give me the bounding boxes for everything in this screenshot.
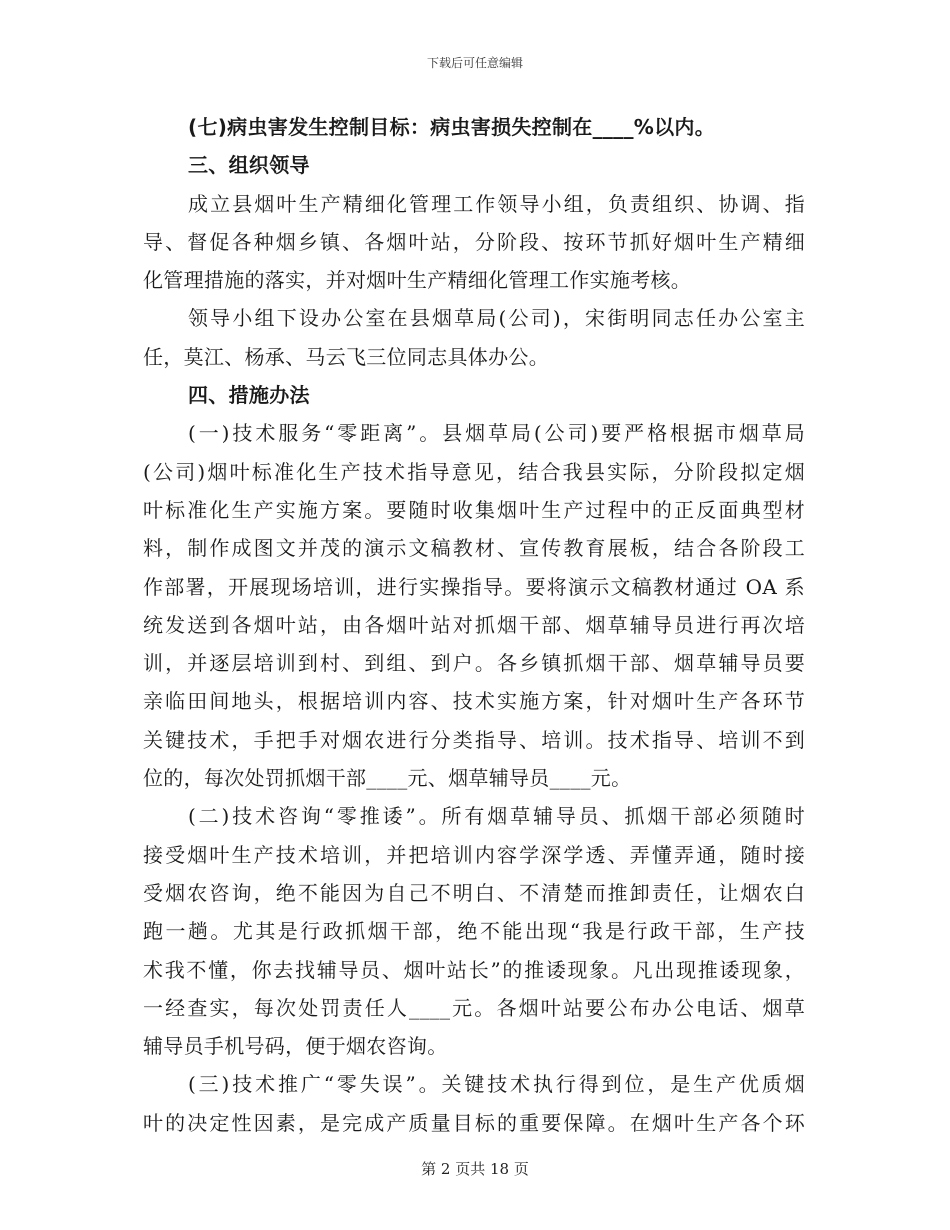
text-line: 关键技术，手把手对烟农进行分类指导、培训。技术指导、培训不到: [143, 727, 805, 752]
text-line: 任，莫江、杨承、马云飞三位同志具体办公。: [143, 344, 549, 369]
text-line: 训，并逐层培训到村、到组、到户。各乡镇抓烟干部、烟草辅导员要: [143, 651, 805, 676]
text-line: 一经查实，每次处罚责任人____元。各烟叶站要公布办公电话、烟草: [143, 995, 805, 1020]
text-line: 跑一趟。尤其是行政抓烟干部，绝不能出现“我是行政干部，生产技: [143, 919, 805, 944]
text-line: 化管理措施的落实，并对烟叶生产精细化管理工作实施考核。: [143, 268, 692, 293]
text-line: 位的，每次处罚抓烟干部____元、烟草辅导员____元。: [143, 766, 632, 791]
text-line: (一)技术服务“零距离”。县烟草局(公司)要严格根据市烟草局: [188, 421, 805, 446]
text-line: (二)技术咨询“零推诿”。所有烟草辅导员、抓烟干部必须随时: [188, 804, 805, 829]
page-footer-page-number: 第 2 页共 18 页: [421, 1160, 529, 1178]
paragraph-pest-control-target: (七)病虫害发生控制目标：病虫害损失控制在____%以内。: [188, 115, 716, 139]
text-line: 受烟农咨询，绝不能因为自己不明白、不清楚而推卸责任，让烟农白: [143, 880, 805, 905]
section-heading-measures: 四、措施办法: [188, 383, 310, 408]
text-line: 统发送到各烟叶站，由各烟叶站对抓烟干部、烟草辅导员进行再次培: [143, 612, 805, 637]
text-line: 接受烟叶生产技术培训，并把培训内容学深学透、弄懂弄通，随时接: [143, 842, 805, 867]
text-line: 料，制作成图文并茂的演示文稿教材、宣传教育展板，结合各阶段工: [143, 536, 805, 561]
text-line: 术我不懂，你去找辅导员、烟叶站长”的推诿现象。凡出现推诿现象，: [143, 957, 805, 982]
text-line: 作部署，开展现场培训，进行实操指导。要将演示文稿教材通过 OA 系: [143, 574, 805, 599]
page-header: 下载后可任意编辑: [426, 56, 523, 70]
text-line: 辅导员手机号码，便于烟农咨询。: [143, 1034, 448, 1059]
text-line: (公司)烟叶标准化生产技术指导意见，结合我县实际，分阶段拟定烟: [143, 459, 805, 484]
text-line: 叶的决定性因素，是完成产质量目标的重要保障。在烟叶生产各个环: [143, 1110, 805, 1135]
section-heading-organization: 三、组织领导: [188, 153, 310, 178]
text-line: 叶标准化生产实施方案。要随时收集烟叶生产过程中的正反面典型材: [143, 497, 805, 522]
text-line: (三)技术推广“零失误”。关键技术执行得到位，是生产优质烟: [188, 1072, 805, 1097]
text-line: 领导小组下设办公室在县烟草局(公司)，宋街明同志任办公室主: [188, 306, 805, 331]
text-line: 导、督促各种烟乡镇、各烟叶站，分阶段、按环节抓好烟叶生产精细: [143, 229, 805, 254]
text-line: 成立县烟叶生产精细化管理工作领导小组，负责组织、协调、指: [188, 191, 805, 216]
text-line: 亲临田间地头，根据培训内容、技术实施方案，针对烟叶生产各环节: [143, 689, 805, 714]
document-body: [143, 108, 805, 1142]
